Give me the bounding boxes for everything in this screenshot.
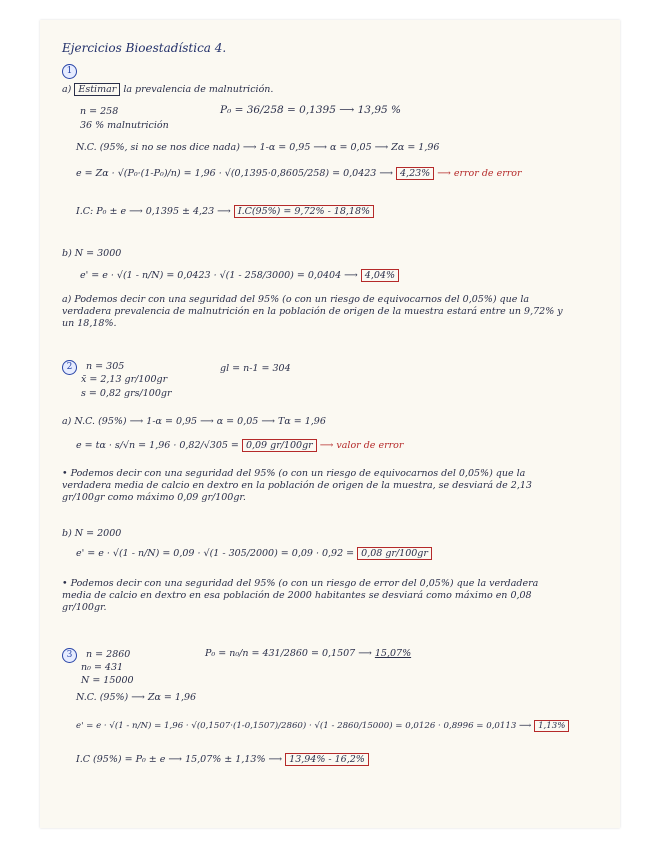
ex3-n-line: n = 2860 — [86, 649, 131, 660]
ex2-e-line: e = tα · s/√n = 1,96 · 0,82/√305 = 0,09 gr/100gr ⟶ valor de error — [76, 440, 404, 451]
ex1-ic-line: I.C: P₀ ± e ⟶ 0,1395 ± 4,23 ⟶ I.C(95%) = 9,72% - 18,18% — [76, 206, 374, 218]
ex1-p0-line: P₀ = 36/258 = 0,1395 ⟶ 13,95 % — [220, 104, 402, 116]
ex3-p0-result: 15,07% — [374, 648, 412, 659]
ex1-conclusion: a) Podemos decir con una seguridad del 95% (o con un riesgo de equivocarnos del 0,05%) que la verdadera prevalencia de malnutrición en la población de origen de la muestra estará entre un 9,72% y un 18,18%. — [62, 294, 563, 329]
ex2-conclusion-a: • Podemos decir con una seguridad del 95% (o con un riesgo de equivocarnos del 0,05%) que la verdadera media de calcio en dextro en la población de origen de la muestra, se desviará de 2,13 gr/100gr como máximo 0,09 gr/100gr. — [62, 468, 532, 503]
ex2-conclusion-b: • Podemos decir con una seguridad del 95% (o con un riesgo de error del 0,05%) que la verdadera media de calcio en dextro en esa población de 2000 habitantes se desviará como máximo en 0,08 gr/100gr. — [62, 578, 539, 613]
ex2-b-result-box: 0,08 gr/100gr — [357, 547, 432, 560]
exercise-2-marker — [62, 360, 124, 375]
ex3-N-line: N = 15000 — [81, 675, 134, 686]
exercise-number-badge: 1 — [62, 64, 77, 79]
ex1-desn-line: 36 % malnutrición — [80, 120, 169, 131]
exercise-number-badge: 2 — [62, 360, 77, 375]
ex1-estimar-box: Estimar — [74, 83, 120, 96]
ex2-e-result-box: 0,09 gr/100gr — [242, 439, 317, 452]
ex1-nc-line: N.C. (95%, si no se nos dice nada) ⟶ 1-α = 0,95 ⟶ α = 0,05 ⟶ Zα = 1,96 — [76, 142, 440, 153]
ex1-a-intro: a) Estimar la prevalencia de malnutrición. — [62, 84, 274, 95]
ex2-b-line1: b) N = 2000 — [62, 528, 122, 539]
exercise-3-marker — [62, 648, 130, 663]
ex3-ic-result-box: 13,94% - 16,2% — [285, 753, 369, 766]
ex1-b-line1: b) N = 3000 — [62, 248, 122, 259]
ex2-a-line: a) N.C. (95%) ⟶ 1-α = 0,95 ⟶ α = 0,05 ⟶ Tα = 1,96 — [62, 416, 326, 427]
ex3-p0-line: P₀ = n₀/n = 431/2860 = 0,1507 ⟶ 15,07% — [205, 648, 412, 659]
ex2-x-line: x̄ = 2,13 gr/100gr — [81, 374, 168, 385]
ex3-e-line: e' = e · √(1 - n/N) = 1,96 · √(0,1507·(1-0,1507)/2860) · √(1 - 2860/15000) = 0,0126 · 0,8996 = 0,0113 ⟶ 1,13% — [76, 720, 569, 732]
ex3-n0-line: n₀ = 431 — [81, 662, 124, 673]
notebook-page — [40, 20, 620, 828]
ex1-e-line: e = Zα · √(P₀·(1-P₀)/n) = 1,96 · √(0,1395·0,8605/258) = 0,0423 ⟶ 4,23% ⟶ error de error — [76, 168, 522, 179]
ex2-gl-line: gl = n-1 = 304 — [220, 363, 291, 374]
ex1-e-note: ⟶ error de error — [437, 168, 522, 179]
ex2-b-line2: e' = e · √(1 - n/N) = 0,09 · √(1 - 305/2000) = 0,09 · 0,92 = 0,08 gr/100gr — [76, 548, 432, 560]
exercise-1-marker — [62, 64, 83, 79]
ex3-ic-line: I.C (95%) = P₀ ± e ⟶ 15,07% ± 1,13% ⟶ 13,94% - 16,2% — [76, 754, 369, 766]
ex1-n-line: n = 258 — [80, 106, 119, 117]
exercise-number-badge: 3 — [62, 648, 77, 663]
ex1-ic-result-box: I.C(95%) = 9,72% - 18,18% — [234, 205, 374, 218]
ex1-e-result-box: 4,23% — [396, 167, 434, 180]
ex2-s-line: s = 0,82 grs/100gr — [81, 388, 172, 399]
page-title: Ejercicios Bioestadística 4. — [62, 41, 227, 55]
ex2-n-line: n = 305 — [86, 361, 125, 372]
ex1-b-result-box: 4,04% — [361, 269, 399, 282]
ex1-b-line2: e' = e · √(1 - n/N) = 0,0423 · √(1 - 258/3000) = 0,0404 ⟶ 4,04% — [80, 270, 399, 282]
ex2-e-note: ⟶ valor de error — [319, 440, 404, 451]
ex3-e-result-box: 1,13% — [534, 720, 569, 732]
ex3-nc-line: N.C. (95%) ⟶ Zα = 1,96 — [76, 692, 197, 703]
